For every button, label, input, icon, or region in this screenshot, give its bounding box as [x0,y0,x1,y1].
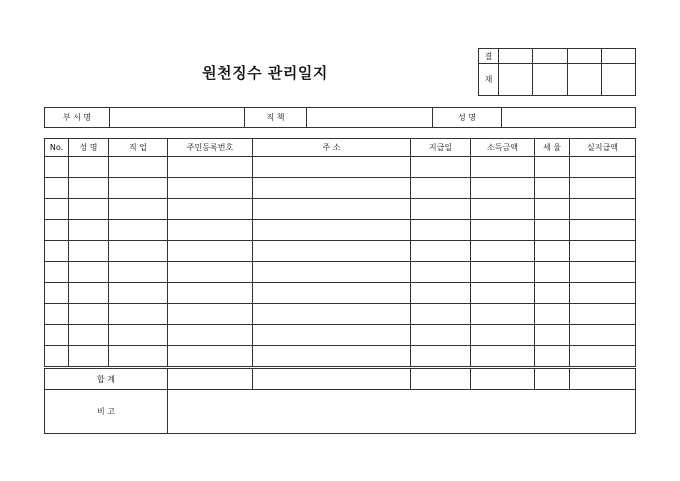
position-field[interactable] [307,108,433,128]
table-cell[interactable] [411,178,471,199]
table-cell[interactable] [411,346,471,368]
approval-cell[interactable] [499,49,533,64]
table-cell[interactable] [411,199,471,220]
table-cell[interactable] [471,220,535,241]
col-header-address: 주 소 [253,139,411,157]
table-row [45,346,636,368]
table-cell[interactable] [570,157,636,178]
table-cell[interactable] [168,178,253,199]
withholding-table [44,138,636,434]
table-cell[interactable] [471,199,535,220]
table-cell[interactable] [535,178,570,199]
table-cell[interactable] [109,241,168,262]
table-cell[interactable] [411,304,471,325]
table-cell[interactable] [45,283,69,304]
table-row [45,304,636,325]
table-cell[interactable] [253,283,411,304]
table-cell[interactable] [535,199,570,220]
table-cell[interactable] [45,157,69,178]
approval-sign-cell[interactable] [499,64,533,96]
table-cell[interactable] [109,325,168,346]
table-cell[interactable] [570,283,636,304]
table-cell[interactable] [45,220,69,241]
table-cell[interactable] [109,262,168,283]
position-label: 직 책 [245,108,307,128]
remark-row [45,390,636,434]
table-cell[interactable] [411,157,471,178]
table-cell[interactable] [570,178,636,199]
table-cell[interactable] [471,325,535,346]
table-cell[interactable] [168,283,253,304]
table-cell[interactable] [253,304,411,325]
col-header-name: 성 명 [69,139,109,157]
table-cell[interactable] [253,220,411,241]
table-cell[interactable] [69,262,109,283]
dept-field[interactable] [110,108,245,128]
col-header-income: 소득금액 [471,139,535,157]
table-row [45,283,636,304]
info-table [44,107,636,128]
table-cell[interactable] [109,199,168,220]
approval-cell[interactable] [533,49,568,64]
document-title: 원천징수 관리일지 [202,64,328,82]
table-cell[interactable] [109,283,168,304]
col-header-resident-number: 주민등록번호 [168,139,253,157]
table-cell[interactable] [168,220,253,241]
table-cell[interactable] [69,178,109,199]
table-cell[interactable] [535,157,570,178]
table-cell[interactable] [45,325,69,346]
table-cell[interactable] [253,262,411,283]
table-row [45,157,636,178]
table-cell[interactable] [471,178,535,199]
table-cell[interactable] [168,157,253,178]
table-row [45,241,636,262]
table-cell[interactable] [69,220,109,241]
remark-label: 비 고 [45,390,168,434]
total-cell[interactable] [570,368,636,390]
table-row [45,325,636,346]
table-cell[interactable] [535,346,570,368]
table-cell[interactable] [109,346,168,368]
total-row [45,368,636,390]
table-cell[interactable] [45,199,69,220]
table-cell[interactable] [69,241,109,262]
table-cell[interactable] [471,304,535,325]
table-cell[interactable] [471,262,535,283]
table-row [45,220,636,241]
table-cell[interactable] [570,325,636,346]
table-cell[interactable] [45,178,69,199]
table-cell[interactable] [411,262,471,283]
table-cell[interactable] [570,346,636,368]
table-cell[interactable] [45,346,69,368]
table-cell[interactable] [570,262,636,283]
table-cell[interactable] [168,325,253,346]
table-cell[interactable] [535,220,570,241]
table-cell[interactable] [109,178,168,199]
table-cell[interactable] [69,283,109,304]
total-cell[interactable] [535,368,570,390]
total-label: 합 계 [45,368,168,390]
name-field[interactable] [502,108,636,128]
table-cell[interactable] [411,283,471,304]
approval-sign-cell[interactable] [568,64,602,96]
table-cell[interactable] [168,262,253,283]
table-cell[interactable] [109,220,168,241]
table-cell[interactable] [69,157,109,178]
table-cell[interactable] [471,283,535,304]
approval-label-top: 결 [479,49,499,64]
approval-box [478,48,636,96]
table-cell[interactable] [411,220,471,241]
total-cell[interactable] [253,368,411,390]
table-cell[interactable] [411,325,471,346]
table-cell[interactable] [45,304,69,325]
table-cell[interactable] [45,241,69,262]
remark-field[interactable] [168,390,636,434]
table-cell[interactable] [109,157,168,178]
col-header-job: 직 업 [109,139,168,157]
table-cell[interactable] [570,241,636,262]
name-label: 성 명 [433,108,502,128]
table-cell[interactable] [535,325,570,346]
table-row [45,262,636,283]
table-cell[interactable] [253,178,411,199]
table-cell[interactable] [471,157,535,178]
table-cell[interactable] [471,346,535,368]
table-cell[interactable] [570,199,636,220]
approval-label-bottom: 재 [479,64,499,96]
col-header-no: No. [45,139,69,157]
col-header-pay-date: 지급일 [411,139,471,157]
table-cell[interactable] [69,346,109,368]
total-cell[interactable] [411,368,471,390]
table-cell[interactable] [69,325,109,346]
table-cell[interactable] [168,304,253,325]
table-cell[interactable] [253,157,411,178]
table-cell[interactable] [69,304,109,325]
header-row [45,139,636,157]
table-cell[interactable] [535,241,570,262]
table-cell[interactable] [253,346,411,368]
table-cell[interactable] [168,199,253,220]
total-cell[interactable] [168,368,253,390]
col-header-tax-rate: 세 율 [535,139,570,157]
approval-sign-cell[interactable] [533,64,568,96]
col-header-net-pay: 실지급액 [570,139,636,157]
table-cell[interactable] [168,346,253,368]
table-cell[interactable] [471,241,535,262]
table-cell[interactable] [535,304,570,325]
table-cell[interactable] [69,199,109,220]
table-cell[interactable] [168,241,253,262]
table-cell[interactable] [253,241,411,262]
total-cell[interactable] [471,368,535,390]
table-cell[interactable] [570,304,636,325]
table-cell[interactable] [253,325,411,346]
approval-cell[interactable] [602,49,636,64]
table-cell[interactable] [535,283,570,304]
table-row [45,178,636,199]
table-cell[interactable] [253,199,411,220]
approval-cell[interactable] [568,49,602,64]
dept-label: 부 서 명 [45,108,110,128]
approval-sign-cell[interactable] [602,64,636,96]
table-row [45,199,636,220]
table-cell[interactable] [109,304,168,325]
table-cell[interactable] [45,262,69,283]
table-cell[interactable] [535,262,570,283]
table-cell[interactable] [570,220,636,241]
table-cell[interactable] [411,241,471,262]
